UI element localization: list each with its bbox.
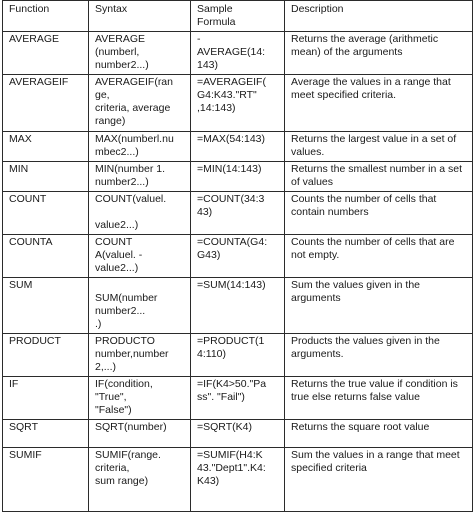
functions-table	[2, 0, 473, 512]
table-row	[3, 334, 473, 377]
table-row	[3, 278, 473, 334]
table-row	[3, 377, 473, 420]
table-row	[3, 132, 473, 162]
function-cell: COUNT	[3, 192, 89, 235]
header-row	[3, 1, 473, 32]
description-cell: Returns the average (arithmetic mean) of the arguments	[285, 32, 473, 75]
header-sample-formula: Sample Formula	[191, 1, 285, 32]
formula-cell: =COUNTA(G4: G43)	[191, 235, 285, 278]
description-cell: Products the values given in the arguments.	[285, 334, 473, 377]
function-cell: SUMIF	[3, 448, 89, 512]
function-cell: AVERAGEIF	[3, 75, 89, 132]
syntax-cell: COUNT A(valuel. - value2...)	[89, 235, 191, 278]
table-row	[3, 448, 473, 512]
formula-cell: =SQRT(K4)	[191, 420, 285, 448]
description-cell: Returns the true value if condition is true else returns false value	[285, 377, 473, 420]
description-cell: Returns the largest value in a set of values.	[285, 132, 473, 162]
syntax-cell: COUNT(valuel. value2...)	[89, 192, 191, 235]
formula-cell: =SUMIF(H4:K 43."Dept1".K4: K43)	[191, 448, 285, 512]
header-syntax: Syntax	[89, 1, 191, 32]
description-cell: Counts the number of cells that are not empty.	[285, 235, 473, 278]
function-cell: IF	[3, 377, 89, 420]
header-function: Function	[3, 1, 89, 32]
syntax-cell: MAX(numberl.nu mbec2...)	[89, 132, 191, 162]
description-cell: Sum the values given in the arguments	[285, 278, 473, 334]
function-cell: AVERAGE	[3, 32, 89, 75]
formula-cell: =MAX(54:143)	[191, 132, 285, 162]
formula-cell: =SUM(14:143)	[191, 278, 285, 334]
function-cell: SUM	[3, 278, 89, 334]
syntax-cell: SUM(number number2... .)	[89, 278, 191, 334]
syntax-cell: SQRT(number)	[89, 420, 191, 448]
function-cell: MIN	[3, 162, 89, 192]
formula-cell: =PRODUCT(1 4:110)	[191, 334, 285, 377]
function-cell: COUNTA	[3, 235, 89, 278]
description-cell: Returns the smallest number in a set of values	[285, 162, 473, 192]
formula-cell: =MIN(14:143)	[191, 162, 285, 192]
function-cell: SQRT	[3, 420, 89, 448]
description-cell: Sum the values in a range that meet specified criteria	[285, 448, 473, 512]
syntax-cell: PRODUCTO number,number 2,...)	[89, 334, 191, 377]
syntax-cell: MIN(number 1. number2...)	[89, 162, 191, 192]
table-row	[3, 235, 473, 278]
formula-cell: =COUNT(34:3 43)	[191, 192, 285, 235]
table-row	[3, 75, 473, 132]
header-description: Description	[285, 1, 473, 32]
description-cell: Returns the square root value	[285, 420, 473, 448]
formula-cell: =IF(K4>50."Pa ss". "Fail")	[191, 377, 285, 420]
table-row	[3, 192, 473, 235]
syntax-cell: AVERAGE (numberl, number2...)	[89, 32, 191, 75]
syntax-cell: AVERAGEIF(ran ge, criteria, average range)	[89, 75, 191, 132]
formula-cell: =AVERAGEIF( G4:K43."RT" ,14:143)	[191, 75, 285, 132]
table-row	[3, 32, 473, 75]
description-cell: Average the values in a range that meet specified criteria.	[285, 75, 473, 132]
description-cell: Counts the number of cells that contain numbers	[285, 192, 473, 235]
syntax-cell: SUMIF(range. criteria, sum range)	[89, 448, 191, 512]
table-row	[3, 162, 473, 192]
syntax-cell: IF(condition, "True", "False")	[89, 377, 191, 420]
function-cell: PRODUCT	[3, 334, 89, 377]
formula-cell: - AVERAGE(14: 143)	[191, 32, 285, 75]
table-row	[3, 420, 473, 448]
function-cell: MAX	[3, 132, 89, 162]
